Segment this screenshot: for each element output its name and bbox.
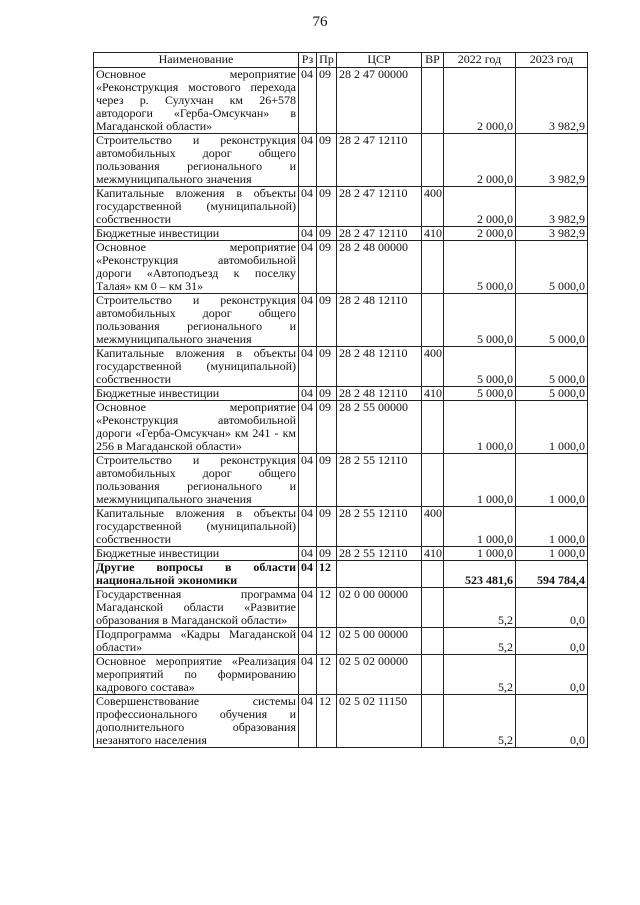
table-row [94, 387, 588, 401]
header-name: Наименование [94, 53, 299, 68]
cell-rz: 04 [299, 454, 317, 507]
cell-name: Строительство и реконструкция автомобильных дорог общего пользования регионального и межмуниципального значения [94, 134, 299, 187]
cell-name: Подпрограмма «Кадры Магаданской области» [94, 628, 299, 655]
cell-pr: 09 [317, 347, 337, 387]
cell-2023: 5 000,0 [516, 241, 588, 294]
cell-2022: 1 000,0 [444, 401, 516, 454]
cell-pr: 09 [317, 134, 337, 187]
cell-name: Основное мероприятие «Реконструкция автомобильной дороги «Автоподъезд к поселку Талая» км 0 – км 31» [94, 241, 299, 294]
page-number: 76 [312, 14, 328, 30]
cell-2022: 5,2 [444, 695, 516, 748]
cell-name: Основное мероприятие «Реконструкция автомобильной дороги «Герба-Омсукчан» км 241 - км 256 в Магаданской области» [94, 401, 299, 454]
cell-rz: 04 [299, 561, 317, 588]
cell-vr: 400 [422, 347, 444, 387]
cell-pr: 12 [317, 655, 337, 695]
cell-2023: 594 784,4 [516, 561, 588, 588]
header-2022: 2022 год [444, 53, 516, 68]
cell-pr: 09 [317, 387, 337, 401]
cell-csr: 28 2 55 12110 [337, 507, 422, 547]
cell-2023: 1 000,0 [516, 454, 588, 507]
cell-vr: 400 [422, 187, 444, 227]
cell-2023: 1 000,0 [516, 547, 588, 561]
cell-pr: 09 [317, 187, 337, 227]
cell-name: Бюджетные инвестиции [94, 227, 299, 241]
cell-csr: 02 5 00 00000 [337, 628, 422, 655]
cell-2022: 2 000,0 [444, 68, 516, 134]
cell-pr: 12 [317, 561, 337, 588]
cell-name: Бюджетные инвестиции [94, 387, 299, 401]
cell-rz: 04 [299, 387, 317, 401]
table-row [94, 134, 588, 187]
table-header-row [94, 53, 588, 68]
cell-name: Государственная программа Магаданской области «Развитие образования в Магаданской области» [94, 588, 299, 628]
table-row [94, 507, 588, 547]
cell-vr [422, 454, 444, 507]
cell-name: Совершенствование системы профессионального обучения и дополнительного образования незанятого населения [94, 695, 299, 748]
cell-2022: 5 000,0 [444, 387, 516, 401]
cell-2023: 3 982,9 [516, 134, 588, 187]
cell-2023: 0,0 [516, 655, 588, 695]
cell-vr: 410 [422, 227, 444, 241]
cell-pr: 09 [317, 507, 337, 547]
cell-vr: 410 [422, 547, 444, 561]
cell-vr [422, 294, 444, 347]
cell-pr: 09 [317, 227, 337, 241]
cell-csr: 02 5 02 11150 [337, 695, 422, 748]
header-vr: ВР [422, 53, 444, 68]
cell-rz: 04 [299, 655, 317, 695]
cell-name: Капитальные вложения в объекты государственной (муниципальной) собственности [94, 347, 299, 387]
cell-pr: 09 [317, 401, 337, 454]
cell-name: Капитальные вложения в объекты государственной (муниципальной) собственности [94, 507, 299, 547]
table-row [94, 547, 588, 561]
cell-2022: 5,2 [444, 588, 516, 628]
cell-csr: 28 2 48 12110 [337, 387, 422, 401]
cell-pr: 12 [317, 588, 337, 628]
cell-2022: 5 000,0 [444, 241, 516, 294]
table-row [94, 241, 588, 294]
cell-rz: 04 [299, 241, 317, 294]
cell-2023: 3 982,9 [516, 187, 588, 227]
table-row [94, 655, 588, 695]
cell-csr: 28 2 47 00000 [337, 68, 422, 134]
table-row [94, 588, 588, 628]
cell-name: Строительство и реконструкция автомобильных дорог общего пользования регионального и межмуниципального значения [94, 454, 299, 507]
header-2023: 2023 год [516, 53, 588, 68]
cell-pr: 12 [317, 628, 337, 655]
cell-csr: 28 2 48 12110 [337, 347, 422, 387]
cell-vr [422, 695, 444, 748]
cell-pr: 09 [317, 547, 337, 561]
header-csr: ЦСР [337, 53, 422, 68]
cell-vr [422, 655, 444, 695]
cell-2023: 1 000,0 [516, 401, 588, 454]
cell-vr [422, 401, 444, 454]
cell-rz: 04 [299, 68, 317, 134]
cell-pr: 09 [317, 68, 337, 134]
cell-2023: 1 000,0 [516, 507, 588, 547]
cell-rz: 04 [299, 507, 317, 547]
cell-csr: 28 2 48 12110 [337, 294, 422, 347]
cell-rz: 04 [299, 294, 317, 347]
cell-2023: 0,0 [516, 628, 588, 655]
cell-pr: 09 [317, 454, 337, 507]
cell-2022: 1 000,0 [444, 507, 516, 547]
cell-2022: 2 000,0 [444, 187, 516, 227]
table-row [94, 227, 588, 241]
cell-2022: 5,2 [444, 655, 516, 695]
cell-csr: 28 2 55 12110 [337, 454, 422, 507]
cell-2022: 1 000,0 [444, 547, 516, 561]
cell-name: Бюджетные инвестиции [94, 547, 299, 561]
cell-2022: 2 000,0 [444, 134, 516, 187]
cell-2022: 2 000,0 [444, 227, 516, 241]
cell-csr: 28 2 55 00000 [337, 401, 422, 454]
cell-csr: 28 2 55 12110 [337, 547, 422, 561]
cell-vr [422, 561, 444, 588]
cell-vr: 410 [422, 387, 444, 401]
table-row [94, 401, 588, 454]
cell-pr: 09 [317, 294, 337, 347]
cell-name: Строительство и реконструкция автомобильных дорог общего пользования регионального и межмуниципального значения [94, 294, 299, 347]
cell-csr: 28 2 47 12110 [337, 187, 422, 227]
cell-rz: 04 [299, 134, 317, 187]
cell-csr: 02 5 02 00000 [337, 655, 422, 695]
cell-rz: 04 [299, 628, 317, 655]
cell-2022: 523 481,6 [444, 561, 516, 588]
table-row [94, 695, 588, 748]
cell-2023: 0,0 [516, 588, 588, 628]
cell-2023: 3 982,9 [516, 68, 588, 134]
cell-rz: 04 [299, 401, 317, 454]
table-row [94, 628, 588, 655]
cell-2022: 5 000,0 [444, 347, 516, 387]
cell-vr [422, 241, 444, 294]
cell-vr: 400 [422, 507, 444, 547]
table-row [94, 187, 588, 227]
cell-csr [337, 561, 422, 588]
cell-2023: 5 000,0 [516, 347, 588, 387]
header-pr: Пр [317, 53, 337, 68]
cell-name: Другие вопросы в области национальной экономики [94, 561, 299, 588]
cell-vr [422, 134, 444, 187]
cell-rz: 04 [299, 187, 317, 227]
cell-rz: 04 [299, 347, 317, 387]
cell-name: Основное мероприятие «Реконструкция мостового перехода через р. Сулухчан км 26+578 автодороги «Герба-Омсукчан» в Магаданской области» [94, 68, 299, 134]
table-row [94, 454, 588, 507]
cell-rz: 04 [299, 695, 317, 748]
cell-2023: 5 000,0 [516, 294, 588, 347]
cell-vr [422, 588, 444, 628]
cell-csr: 28 2 47 12110 [337, 227, 422, 241]
table-row [94, 68, 588, 134]
budget-table [93, 52, 588, 748]
cell-2023: 3 982,9 [516, 227, 588, 241]
cell-name: Капитальные вложения в объекты государственной (муниципальной) собственности [94, 187, 299, 227]
cell-csr: 02 0 00 00000 [337, 588, 422, 628]
table-row [94, 561, 588, 588]
table-row [94, 347, 588, 387]
cell-2023: 5 000,0 [516, 387, 588, 401]
cell-rz: 04 [299, 227, 317, 241]
header-rz: Рз [299, 53, 317, 68]
cell-name: Основное мероприятие «Реализация мероприятий по формированию кадрового состава» [94, 655, 299, 695]
cell-vr [422, 68, 444, 134]
table-body [94, 68, 588, 748]
cell-pr: 09 [317, 241, 337, 294]
cell-2022: 5 000,0 [444, 294, 516, 347]
cell-csr: 28 2 48 00000 [337, 241, 422, 294]
cell-rz: 04 [299, 547, 317, 561]
cell-vr [422, 628, 444, 655]
cell-2022: 5,2 [444, 628, 516, 655]
cell-2022: 1 000,0 [444, 454, 516, 507]
table-row [94, 294, 588, 347]
cell-rz: 04 [299, 588, 317, 628]
cell-pr: 12 [317, 695, 337, 748]
cell-2023: 0,0 [516, 695, 588, 748]
cell-csr: 28 2 47 12110 [337, 134, 422, 187]
